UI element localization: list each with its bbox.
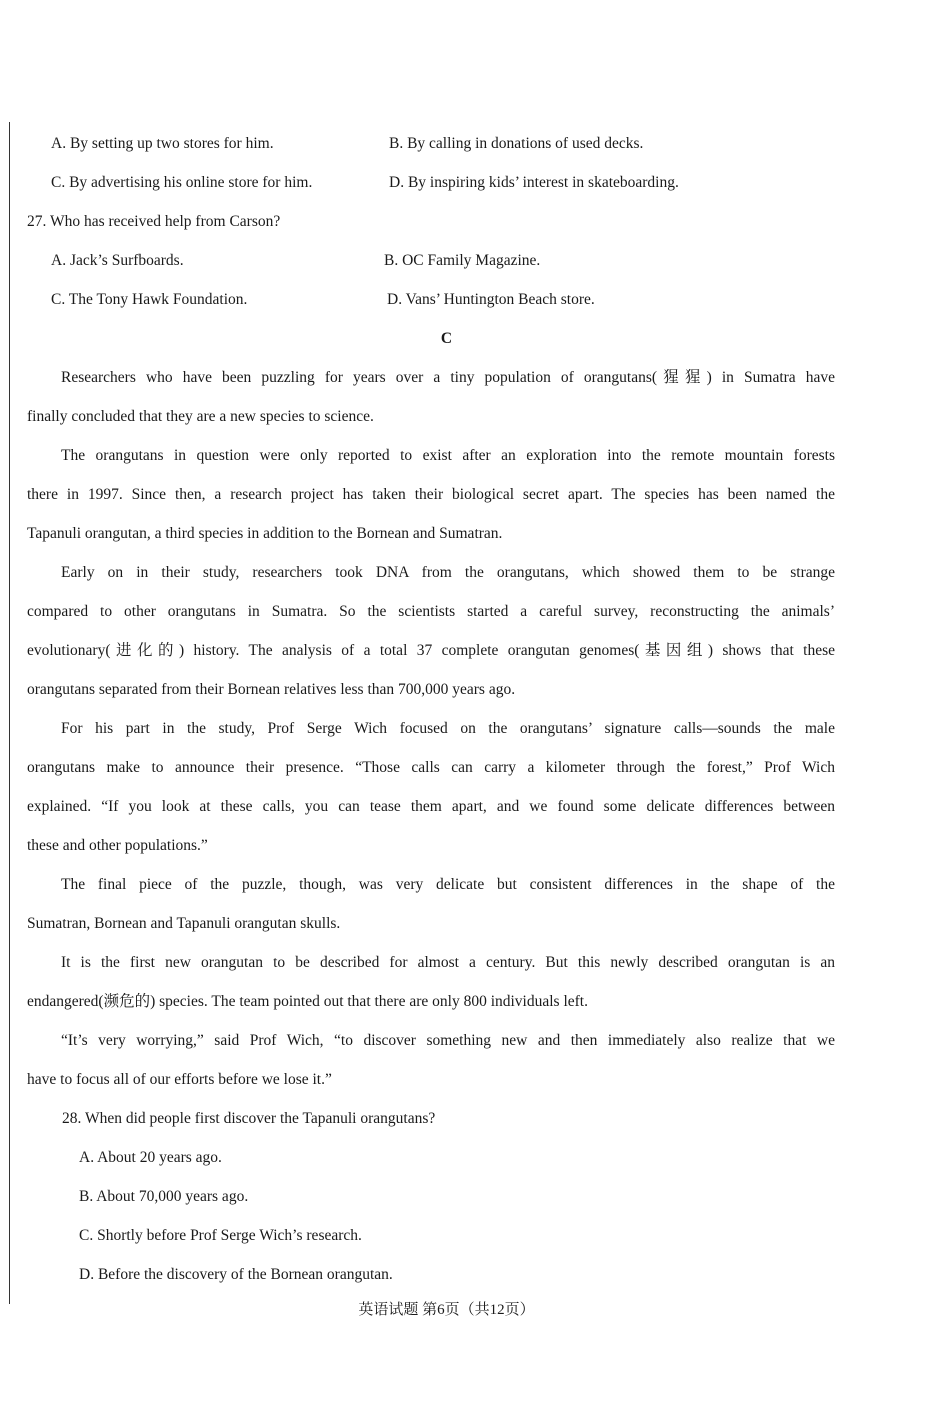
passage-line: Early on in their study, researchers took DNA from the orangutans, which showed them to be strange <box>61 564 835 581</box>
q26-option-c: C. By advertising his online store for him. <box>51 174 313 191</box>
q27-option-d: D. Vans’ Huntington Beach store. <box>387 291 595 308</box>
passage-line: evolutionary(进化的) history. The analysis of a total 37 complete orangutan genomes(基因组) shows that these <box>27 642 835 659</box>
passage-line: compared to other orangutans in Sumatra. So the scientists started a careful survey, reconstructing the animals’ <box>27 603 835 620</box>
passage-line: orangutans separated from their Bornean relatives less than 700,000 years ago. <box>27 681 516 698</box>
passage-line: have to focus all of our efforts before we lose it.” <box>27 1071 332 1088</box>
margin-rule <box>9 122 10 1304</box>
passage-line: these and other populations.” <box>27 837 208 854</box>
q28-option-c: C. Shortly before Prof Serge Wich’s research. <box>79 1227 362 1244</box>
passage-line: orangutans make to announce their presence. “Those calls can carry a kilometer through the forest,” Prof Wich <box>27 759 835 776</box>
page-footer: 英语试题 第6页（共12页） <box>358 1302 535 1318</box>
passage-line: there in 1997. Since then, a research project has taken their biological secret apart. The species has been named the <box>27 486 835 503</box>
q26-option-a: A. By setting up two stores for him. <box>51 135 274 152</box>
passage-line: The orangutans in question were only reported to exist after an exploration into the remote mountain forests <box>61 447 835 464</box>
passage-line: Sumatran, Bornean and Tapanuli orangutan skulls. <box>27 915 341 932</box>
q27-option-b: B. OC Family Magazine. <box>384 252 541 269</box>
q27-option-c: C. The Tony Hawk Foundation. <box>51 291 248 308</box>
passage-line: endangered(濒危的) species. The team pointed out that there are only 800 individuals left. <box>27 993 588 1010</box>
passage-line: “It’s very worrying,” said Prof Wich, “to discover something new and then immediately also realize that we <box>61 1032 835 1049</box>
passage-line: finally concluded that they are a new species to science. <box>27 408 374 425</box>
q26-option-d: D. By inspiring kids’ interest in skateboarding. <box>389 174 679 191</box>
q26-option-b: B. By calling in donations of used decks. <box>389 135 644 152</box>
passage-line: explained. “If you look at these calls, you can tease them apart, and we found some delicate differences between <box>27 798 835 815</box>
q27-option-a: A. Jack’s Surfboards. <box>51 252 184 269</box>
q28-stem: 28. When did people first discover the Tapanuli orangutans? <box>62 1110 436 1127</box>
passage-line: Tapanuli orangutan, a third species in addition to the Bornean and Sumatran. <box>27 525 503 542</box>
passage-line: For his part in the study, Prof Serge Wich focused on the orangutans’ signature calls—sounds the male <box>61 720 835 737</box>
q28-option-a: A. About 20 years ago. <box>79 1149 222 1166</box>
section-heading: C <box>440 330 453 347</box>
passage-line: The final piece of the puzzle, though, was very delicate but consistent differences in the shape of the <box>61 876 835 893</box>
passage-line: It is the first new orangutan to be described for almost a century. But this newly described orangutan is an <box>61 954 835 971</box>
passage-line: Researchers who have been puzzling for years over a tiny population of orangutans(猩猩) in Sumatra have <box>61 369 835 386</box>
q28-option-d: D. Before the discovery of the Bornean orangutan. <box>79 1266 393 1283</box>
q28-option-b: B. About 70,000 years ago. <box>79 1188 249 1205</box>
q27-stem: 27. Who has received help from Carson? <box>27 213 281 230</box>
